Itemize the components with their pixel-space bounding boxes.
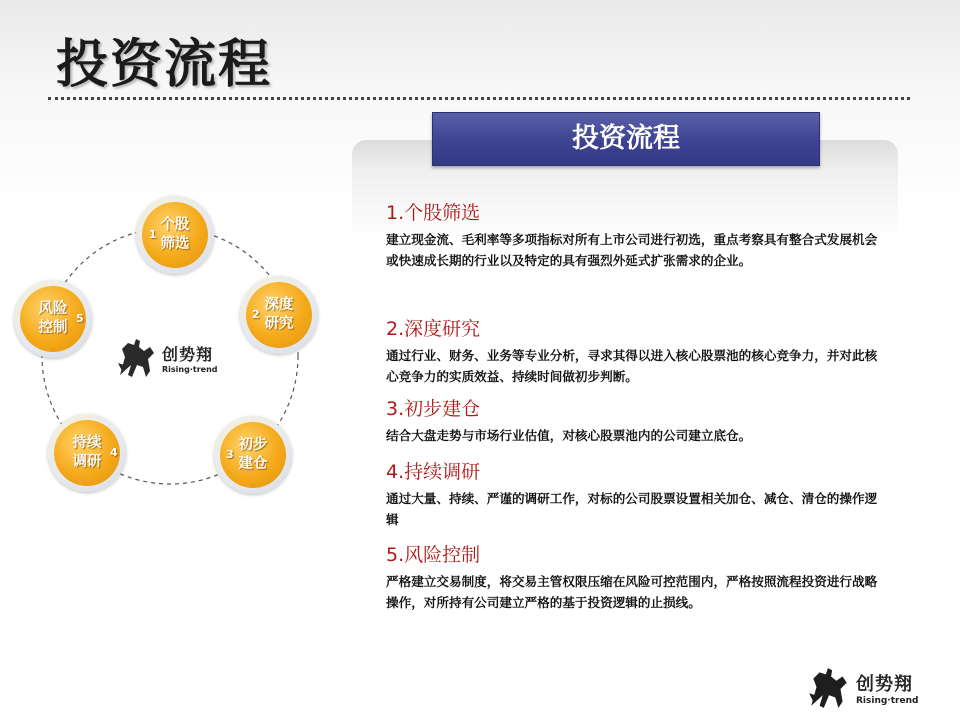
footer-logo	[806, 664, 918, 712]
panel-header: 投资流程	[432, 112, 820, 166]
center-logo	[116, 335, 217, 381]
cycle-node-label: 深度 研究	[264, 297, 294, 332]
footer-logo-name: 创势翔	[856, 674, 913, 695]
step-5	[386, 540, 878, 613]
cycle-node-2	[240, 276, 318, 354]
step-description: 建立现金流、毛利率等多项指标对所有上市公司进行初选，重点考察具有整合式发展机会或快速成长期的行业以及特定的具有强烈外延式扩张需求的企业。	[386, 232, 878, 268]
footer-logo-sub: Rising·trend	[856, 696, 919, 706]
cycle-node-label: 个股 筛选	[160, 217, 190, 252]
cycle-node-label: 初步 建仓	[238, 437, 268, 472]
center-logo-name: 创势翔	[162, 345, 214, 364]
cycle-node-3	[214, 416, 292, 494]
cycle-node-number: 2	[252, 308, 260, 321]
cycle-node-label: 持续 调研	[72, 435, 102, 470]
step-description: 结合大盘走势与市场行业估值，对核心股票池内的公司建立底仓。	[386, 428, 752, 443]
step-3	[386, 394, 878, 446]
step-title: 2.深度研究	[386, 318, 481, 340]
step-2	[386, 314, 878, 387]
cycle-node-number: 1	[149, 228, 157, 241]
step-title: 5.风险控制	[386, 544, 481, 566]
cycle-node-label: 风险 控制	[38, 301, 68, 336]
step-4	[386, 457, 878, 530]
step-description: 通过行业、财务、业务等专业分析，寻求其得以进入核心股票池的核心竞争力，并对此核心竞争力的实质效益、持续时间做初步判断。	[386, 348, 878, 384]
cycle-node-5	[14, 280, 92, 358]
step-title: 3.初步建仓	[386, 398, 481, 420]
cycle-node-1	[136, 196, 214, 274]
horses-icon	[116, 335, 158, 381]
cycle-node-4	[48, 414, 126, 492]
step-1	[386, 198, 878, 271]
page-title: 投资流程	[56, 34, 273, 95]
cycle-node-number: 4	[110, 446, 118, 459]
step-title: 1.个股筛选	[386, 202, 481, 224]
step-description: 严格建立交易制度，将交易主管权限压缩在风险可控范围内，严格按照流程投资进行战略操作，对所持有公司建立严格的基于投资逻辑的止损线。	[386, 574, 878, 610]
step-description: 通过大量、持续、严谨的调研工作，对标的公司股票设置相关加仓、减仓、清仓的操作逻辑	[386, 491, 878, 527]
center-logo-sub: Rising·trend	[162, 365, 218, 374]
step-title: 4.持续调研	[386, 461, 481, 483]
cycle-node-number: 5	[76, 312, 84, 325]
horses-icon	[806, 664, 852, 712]
cycle-node-number: 3	[226, 448, 234, 461]
